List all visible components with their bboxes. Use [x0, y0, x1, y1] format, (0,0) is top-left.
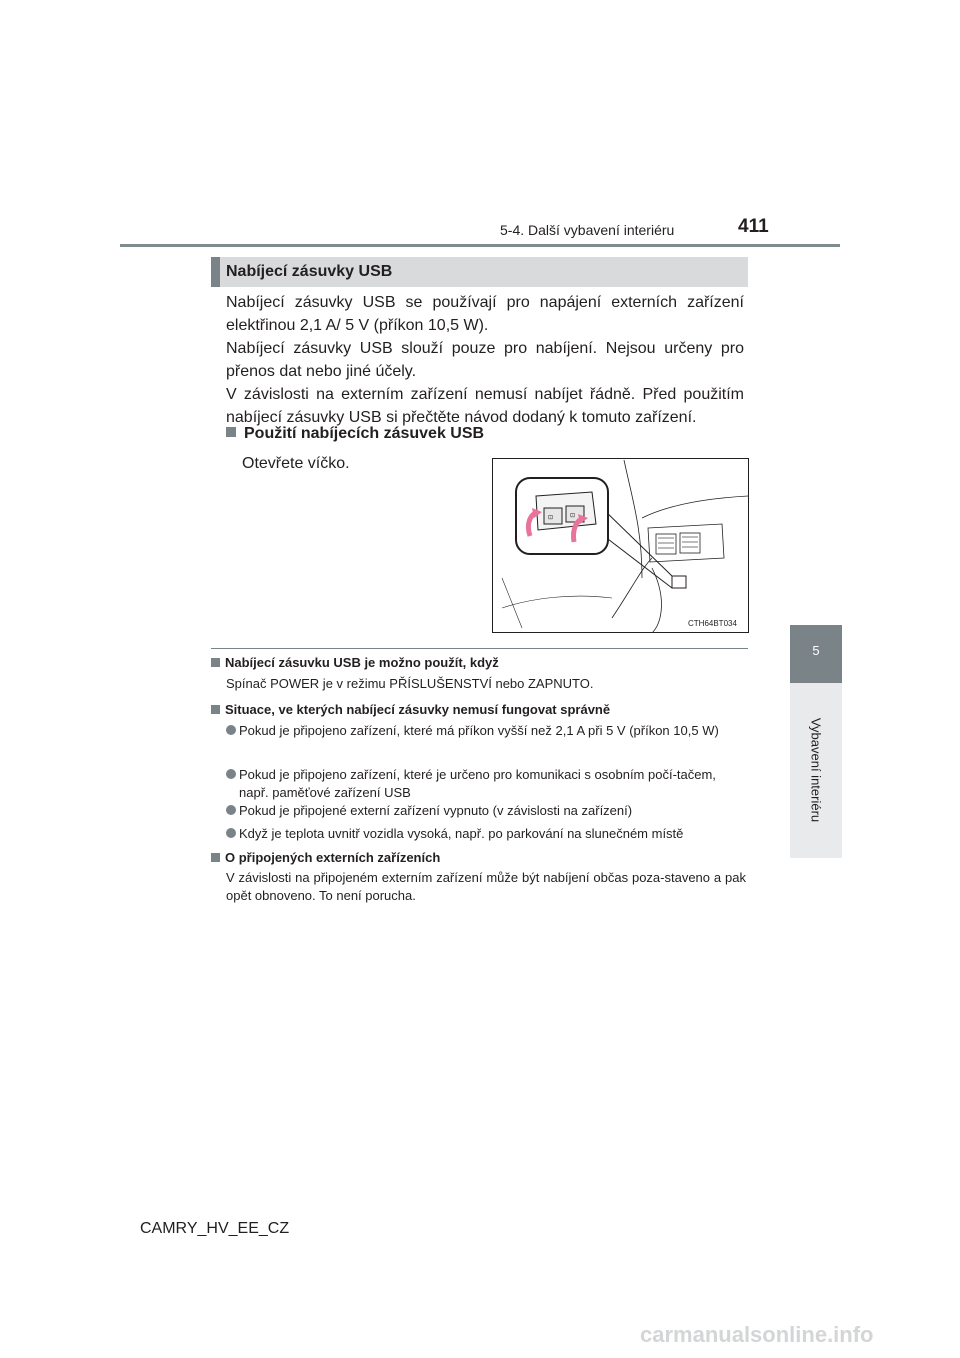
section-title: Nabíjecí zásuvky USB: [226, 263, 393, 280]
square-bullet-icon: [211, 705, 220, 714]
circle-bullet-icon: [226, 769, 236, 779]
square-bullet-icon: [211, 853, 220, 862]
bullet-item: Pokud je připojeno zařízení, které má příkon vyšší než 2,1 A při 5 V (příkon 10,5 W): [226, 722, 746, 740]
document-code: CAMRY_HV_EE_CZ: [140, 1220, 290, 1237]
paragraph-purpose: Nabíjecí zásuvky USB slouží pouze pro nabíjení. Nejsou určeny pro přenos dat nebo jiné účely.: [226, 340, 744, 380]
header-divider: [120, 244, 840, 247]
instruction-text: Otevřete víčko.: [242, 455, 350, 472]
bullet-item: Když je teplota uvnitř vozidla vysoká, např. po parkování na slunečném místě: [226, 825, 746, 843]
circle-bullet-icon: [226, 805, 236, 815]
usage-subheading: [226, 425, 484, 443]
bullet-item: Pokud je připojeno zařízení, které je určeno pro komunikaci s osobním počí-tačem, např. paměťové zařízení USB: [226, 766, 746, 802]
note-text: V závislosti na připojeném externím zařízení může být nabíjení občas poza-staveno a pak opět obnoveno. To není porucha.: [226, 870, 746, 903]
chapter-number: 5: [812, 643, 820, 658]
usb-socket-illustration: [492, 458, 749, 633]
square-bullet-icon: [211, 658, 220, 667]
figure-code: CTH64BT034: [688, 619, 737, 628]
note-heading-text: O připojených externích zařízeních: [225, 850, 441, 865]
circle-bullet-icon: [226, 828, 236, 838]
usage-subheading-text: Použití nabíjecích zásuvek USB: [244, 425, 485, 442]
paragraph-intro: Nabíjecí zásuvky USB se používají pro napájení externích zařízení elektřinou 2,1 A/ 5 V (příkon 10,5 W).: [226, 294, 744, 334]
circle-bullet-icon: [226, 725, 236, 735]
note-text: Spínač POWER je v režimu PŘÍSLUŠENSTVÍ nebo ZAPNUTO.: [226, 676, 594, 691]
svg-text:⊡: ⊡: [570, 513, 576, 519]
square-bullet-icon: [226, 427, 236, 437]
note-heading: [211, 850, 440, 865]
header-section-title: 5-4. Další vybavení interiéru: [500, 222, 675, 238]
page-number: 411: [738, 216, 769, 237]
paragraph-caution: V závislosti na externím zařízení nemusí nabíjet řádně. Před použitím nabíjecí zásuvky USB si přečtěte návod dodaný k tomuto zařízení.: [226, 386, 744, 426]
note-heading: [211, 655, 499, 670]
svg-text:⊡: ⊡: [548, 515, 554, 521]
note-heading: [211, 702, 610, 717]
note-heading-text: Nabíjecí zásuvku USB je možno použít, když: [225, 655, 499, 670]
section-title-accent: [211, 257, 220, 287]
chapter-label: Vybavení interiéru: [808, 717, 824, 823]
notes-divider: [211, 648, 748, 649]
watermark: carmanualsonline.info: [640, 1322, 874, 1347]
note-heading-text: Situace, ve kterých nabíjecí zásuvky nemusí fungovat správně: [225, 702, 611, 717]
bullet-item: Pokud je připojené externí zařízení vypnuto (v závislosti na zařízení): [226, 802, 746, 820]
